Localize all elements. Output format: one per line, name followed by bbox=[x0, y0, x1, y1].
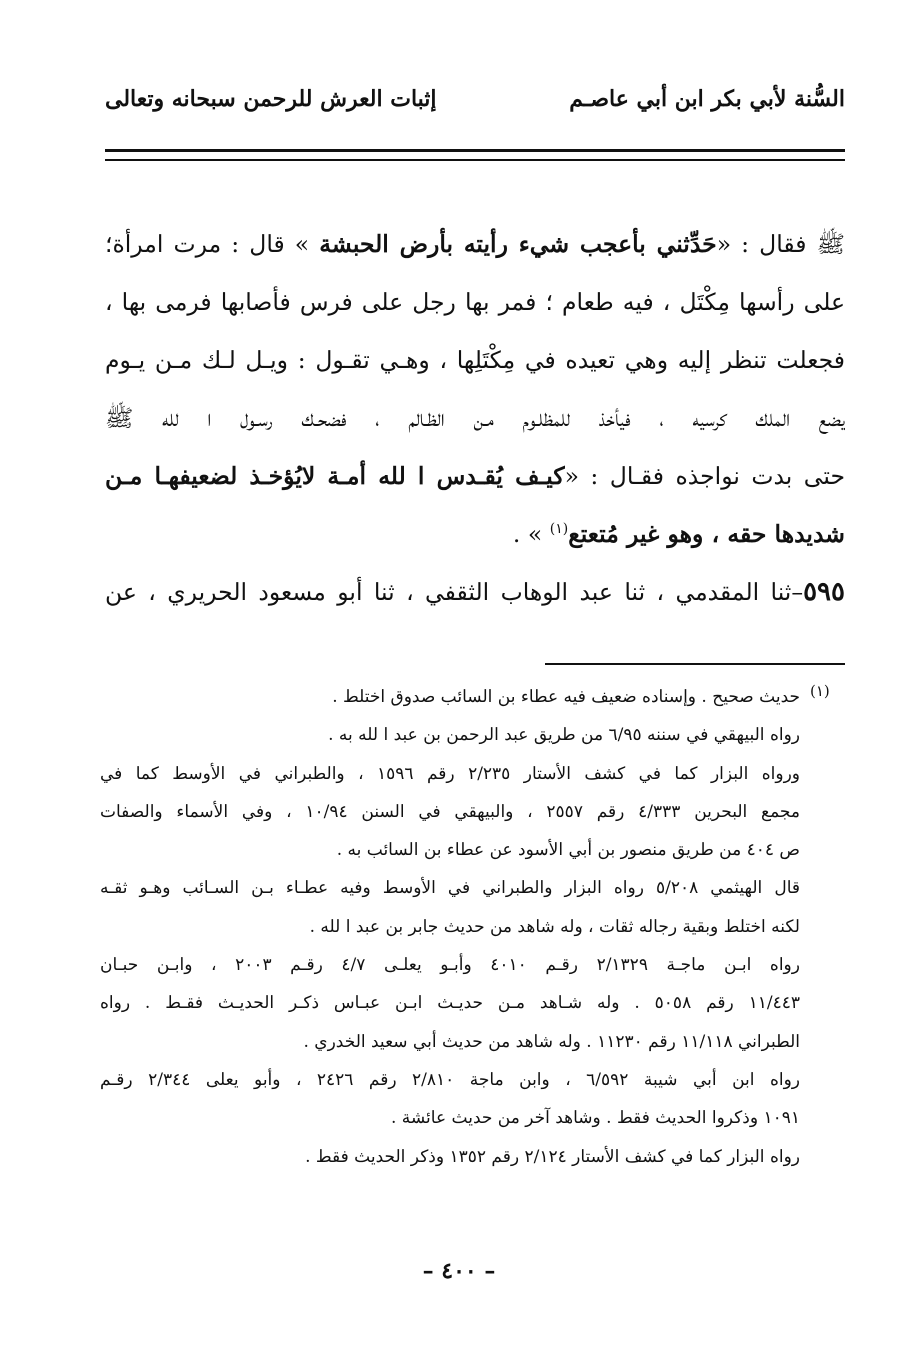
footnote-line: حديث صحيح . وإسناده ضعيف فيه عطاء بن السائب صدوق اختلط . bbox=[332, 687, 800, 707]
footnote-line: ١١/٤٤٣ رقم ٥٠٥٨ . وله شـاهد مـن حديـث ابـن عبـاس ذكـر الحديـث فقـط . رواه bbox=[100, 993, 800, 1014]
text-segment: » قال : مرت امرأة؛ bbox=[105, 230, 320, 258]
main-text bbox=[105, 215, 845, 621]
header-rule-thick bbox=[105, 149, 845, 152]
footnote-line: رواه ابـن ماجـة ٢/١٣٢٩ رقـم ٤٠١٠ وأبـو يعلـى ٤/٧ رقـم ٢٠٠٣ ، وابـن حبـان bbox=[100, 955, 800, 976]
footnote-line: ورواه البزار كما في كشف الأستار ٢/٢٣٥ رقم ١٥٩٦ ، والطبراني في الأوسط كما في bbox=[100, 763, 800, 784]
footnote-reference: (١) bbox=[549, 521, 569, 538]
text-line bbox=[105, 505, 845, 563]
text-line bbox=[105, 215, 845, 273]
text-segment: ﷺ فقال : « bbox=[716, 230, 845, 258]
header-book-title: السُّنة لأبي بكر ابن أبي عاصـم bbox=[569, 86, 845, 112]
text-line bbox=[105, 389, 845, 447]
footnote-line: مجمع البحرين ٤/٣٣٣ رقم ٢٥٥٧ ، والبيهقي في السنن ١٠/٩٤ ، وفي الأسماء والصفات bbox=[100, 801, 800, 822]
text-line bbox=[105, 447, 845, 505]
footnote-marker: (١) bbox=[810, 682, 830, 700]
text-segment: كيـف يُقـدس ا لله أمـة لايُؤخـذ لضعيفهـا مـن bbox=[105, 462, 565, 490]
text-line bbox=[105, 273, 845, 331]
text-segment: على رأسها مِكْتَل ، فيه طعام ؛ فمر بها رجل على فرس فأصابها فرمى بها ، bbox=[105, 288, 845, 316]
header-rule-thin bbox=[105, 159, 845, 161]
footnote-line: قال الهيثمي ٥/٢٠٨ رواه البزار والطبراني في الأوسط وفيه عطـاء بـن السـائب وهـو ثقـه bbox=[100, 878, 800, 899]
text-line bbox=[105, 563, 845, 621]
running-header bbox=[105, 86, 845, 122]
page-number: – ٤٠٠ – bbox=[422, 1258, 496, 1284]
footnote-separator bbox=[545, 663, 845, 665]
footnote-line: الطبراني ١١/١١٨ رقم ١١٢٣٠ . وله شاهد من حديث أبي سعيد الخدري . bbox=[303, 1031, 800, 1052]
footnote-line: رواه البزار كما في كشف الأستار ٢/١٢٤ رقم ١٣٥٢ وذكر الحديث فقط . bbox=[305, 1146, 800, 1167]
text-segment: حتى بدت نواجذه فقـال : « bbox=[564, 462, 845, 490]
text-segment: حَدِّثني بأعجب شيء رأيته بأرض الحبشة bbox=[319, 230, 717, 258]
footnote-line: رواه ابن أبي شيبة ٦/٥٩٢ ، وابن ماجة ٢/٨١٠ رقم ٢٤٢٦ ، وأبو يعلى ٢/٣٤٤ رقـم bbox=[100, 1069, 800, 1090]
footnote-line: لكنه اختلط وبقية رجاله ثقات ، وله شاهد من حديث جابر بن عبد ا لله . bbox=[309, 916, 800, 937]
footnote-line: رواه البيهقي في سننه ٦/٩٥ من طريق عبد الرحمن بن عبد ا لله به . bbox=[328, 725, 800, 746]
footnote-line: ص ٤٠٤ من طريق منصور بن أبي الأسود عن عطاء بن السائب به . bbox=[336, 840, 800, 861]
hadith-number: ٥٩٥ bbox=[803, 577, 845, 607]
header-chapter-title: إثبات العرش للرحمن سبحانه وتعالى bbox=[105, 86, 437, 112]
footnotes bbox=[100, 678, 800, 1176]
text-segment: شديدها حقه ، وهو غير مُتعتع bbox=[568, 520, 845, 548]
text-line bbox=[105, 331, 845, 389]
text-segment: يضع الملك كرسيه ، فيأخذ للمظلـوم مـن الظـالم ، فضحـك رسـول ا لله ﷺ bbox=[105, 404, 845, 432]
text-segment: –ثنا المقدمي ، ثنا عبد الوهاب الثقفي ، ثنا أبو مسعود الحريري ، عن bbox=[105, 578, 804, 606]
footnote-line: ١٠٩١ وذكروا الحديث فقط . وشاهد آخر من حديث عائشة . bbox=[390, 1108, 800, 1129]
text-segment: فجعلت تنظر إليه وهي تعيده في مِكْتَلِها ، وهـي تقـول : ويـل لـك مـن يـوم bbox=[105, 346, 845, 374]
text-segment: » . bbox=[512, 520, 550, 548]
